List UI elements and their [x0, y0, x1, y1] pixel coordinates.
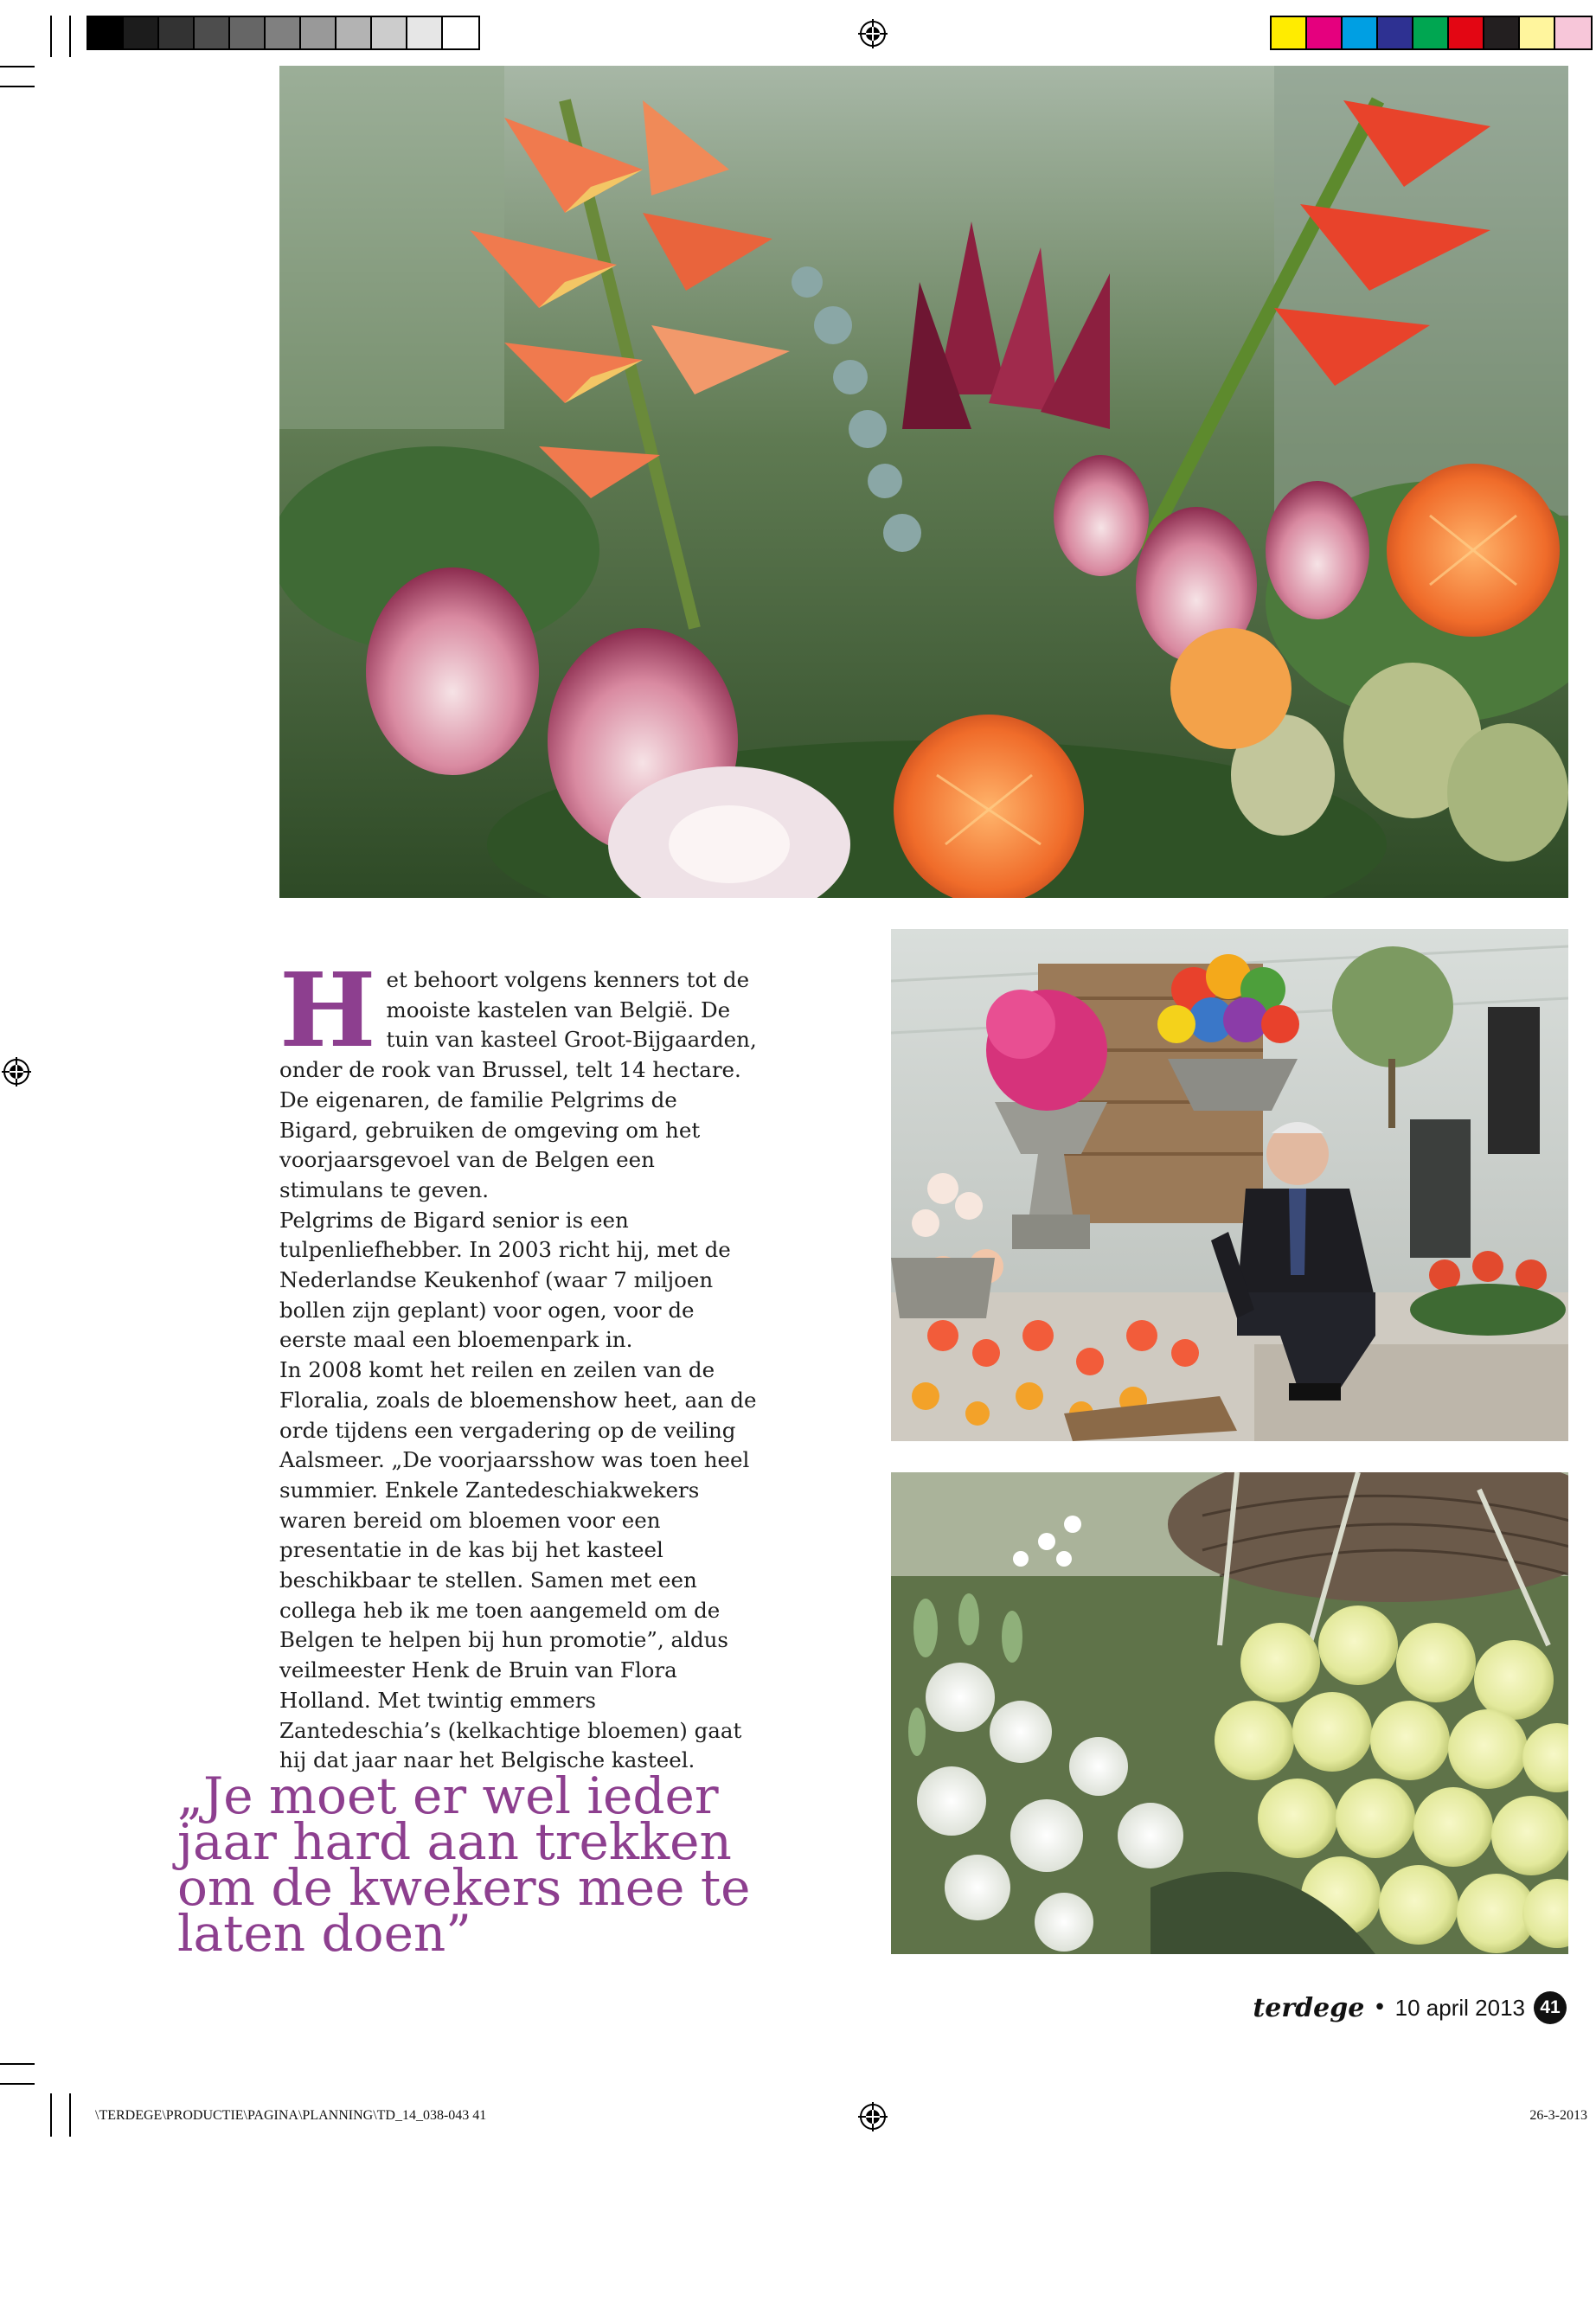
article-paragraph: Pelgrims de Bigard senior is een tulpenliefhebber. In 2003 richt hij, met de Nederlandse Keukenhof (waar 7 miljoen bollen zijn geplant) voor ogen, voor de eerste maal een bloemenpark in.: [279, 1207, 731, 1353]
gray-swatch: [266, 17, 301, 48]
color-swatch: [1555, 17, 1591, 48]
color-swatch: [1272, 17, 1307, 48]
photo-tropical-flower-arrangement: [279, 66, 1568, 898]
gray-swatch: [159, 17, 195, 48]
article-paragraph: et behoort volgens kenners tot de mooiste kastelen van België. De tuin van kasteel Groot-Bijgaarden, onder de rook van Brussel, telt 14 hectare. De eigenaren, de familie Pelgrims de Bigard, gebruiken de omgeving om het voorjaarsgevoel van de Belgen een stimulans te geven.: [279, 967, 757, 1202]
grayscale-calibration-bar: [87, 16, 480, 50]
gray-swatch: [124, 17, 159, 48]
registration-mark-icon: [2, 1057, 31, 1086]
crop-mark: [0, 86, 35, 87]
photo-white-and-yellow-roses: [891, 1472, 1568, 1954]
crop-mark: [69, 2093, 71, 2137]
registration-mark-icon: [858, 2102, 888, 2131]
color-swatch: [1484, 17, 1520, 48]
issue-date: 10 april 2013: [1394, 1994, 1525, 2021]
crop-mark: [50, 2093, 52, 2137]
print-slug-path: \TERDEGE\PRODUCTIE\PAGINA\PLANNING\TD_14_038-043 41: [95, 2108, 487, 2123]
crop-mark: [0, 2063, 35, 2065]
separator-dot: •: [1373, 1995, 1387, 2021]
page-folio: [1253, 1991, 1567, 2024]
registration-mark-icon: [858, 19, 888, 48]
pull-quote: „Je moet er wel ieder jaar hard aan trekken om de kwekers mee te laten doen”: [177, 1766, 751, 1963]
gray-swatch: [88, 17, 124, 48]
gray-swatch: [301, 17, 337, 48]
gray-swatch: [443, 17, 478, 48]
crop-mark: [0, 66, 35, 67]
color-swatch: [1307, 17, 1343, 48]
gray-swatch: [195, 17, 230, 48]
color-swatch: [1520, 17, 1555, 48]
gray-swatch: [337, 17, 372, 48]
crop-mark: [0, 2083, 35, 2085]
color-swatch: [1378, 17, 1413, 48]
print-slug-date: 26-3-2013: [1529, 2108, 1587, 2123]
page-number-badge: 41: [1534, 1991, 1567, 2024]
color-swatch: [1449, 17, 1484, 48]
color-calibration-bar: [1270, 16, 1593, 50]
magazine-logo: terdege: [1253, 1992, 1365, 2023]
gray-swatch: [230, 17, 266, 48]
article-paragraph: In 2008 komt het reilen en zeilen van de Floralia, zoals de bloemenshow heet, aan de orde tijdens een vergadering op de veiling Aalsmeer. „De voorjaarsshow was toen heel summier. Enkele Zantedeschiakwekers waren bereid om bloemen voor een presentatie in de kas bij het kasteel beschikbaar te stellen. Samen met een collega heb ik me toen aangemeld om de Belgen te helpen bij hun promotie”, aldus veilmeester Henk de Bruin van Flora Holland. Met twintig emmers Zantedeschia’s (kelkachtige bloemen) gaat hij dat jaar naar het Belgische kasteel.: [279, 1357, 757, 1773]
article-body: [279, 950, 760, 1776]
crop-mark: [69, 16, 71, 57]
crop-mark: [50, 16, 52, 57]
gray-swatch: [372, 17, 407, 48]
dropcap: H: [279, 950, 376, 1070]
gray-swatch: [407, 17, 443, 48]
color-swatch: [1413, 17, 1449, 48]
photo-man-kneeling-among-flowers: [891, 929, 1568, 1441]
color-swatch: [1343, 17, 1378, 48]
